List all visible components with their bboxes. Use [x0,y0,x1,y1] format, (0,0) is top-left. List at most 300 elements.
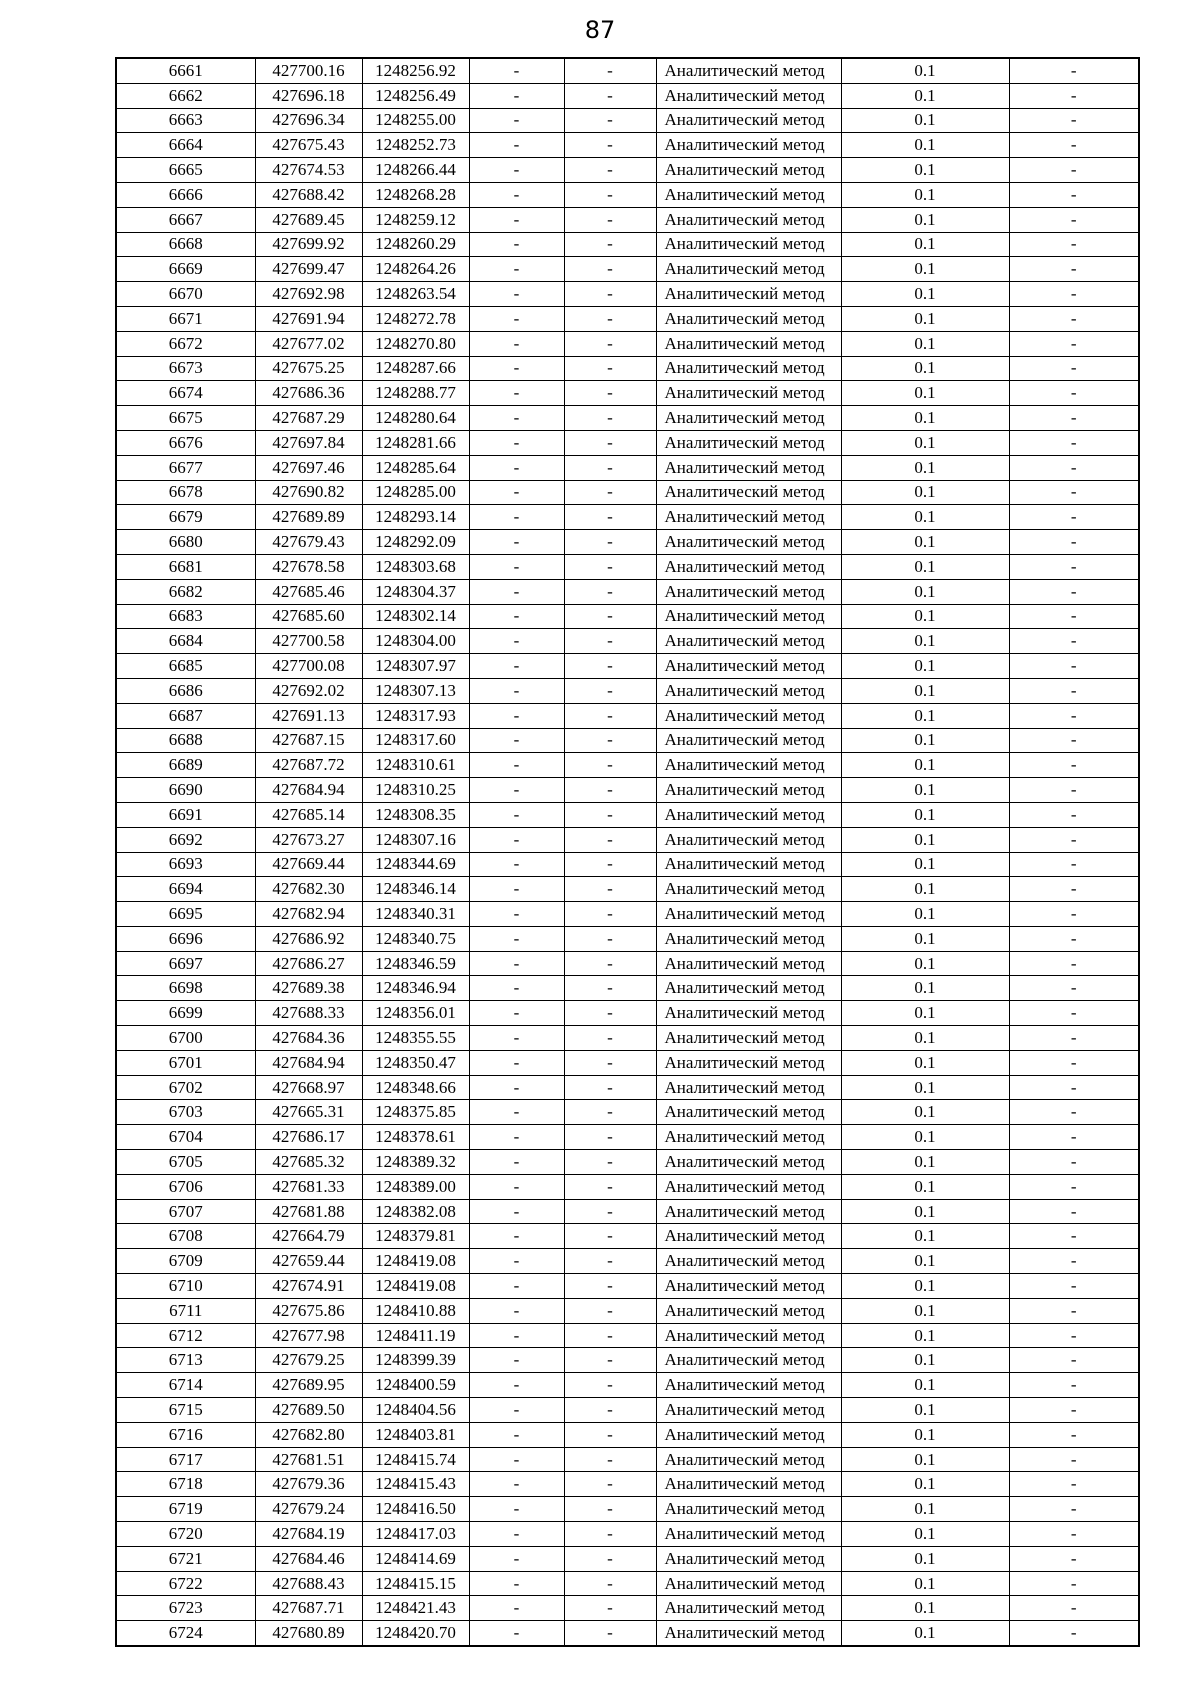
coordinates-table [115,57,1140,1647]
y-coordinate-cell: 1248292.09 [362,530,469,555]
accuracy-cell: 0.1 [841,1001,1009,1026]
y-coordinate-cell: 1248310.61 [362,753,469,778]
point-number-cell: 6679 [116,505,255,530]
method-cell: Аналитический метод [656,852,841,877]
col-4-cell: - [469,282,564,307]
col-4-cell: - [469,1249,564,1274]
col-8-cell: - [1009,753,1139,778]
method-cell: Аналитический метод [656,902,841,927]
x-coordinate-cell: 427688.42 [255,182,362,207]
table-row [116,604,1139,629]
y-coordinate-cell: 1248355.55 [362,1026,469,1051]
col-4-cell: - [469,1621,564,1646]
method-cell: Аналитический метод [656,1447,841,1472]
accuracy-cell: 0.1 [841,58,1009,83]
col-4-cell: - [469,902,564,927]
col-4-cell: - [469,232,564,257]
x-coordinate-cell: 427691.13 [255,703,362,728]
col-4-cell: - [469,480,564,505]
col-4-cell: - [469,951,564,976]
x-coordinate-cell: 427677.02 [255,331,362,356]
table-row [116,1497,1139,1522]
x-coordinate-cell: 427688.43 [255,1571,362,1596]
table-row [116,902,1139,927]
point-number-cell: 6702 [116,1075,255,1100]
col-4-cell: - [469,455,564,480]
x-coordinate-cell: 427692.98 [255,282,362,307]
accuracy-cell: 0.1 [841,1050,1009,1075]
col-4-cell: - [469,306,564,331]
point-number-cell: 6683 [116,604,255,629]
col-4-cell: - [469,381,564,406]
method-cell: Аналитический метод [656,1596,841,1621]
table-row [116,1199,1139,1224]
col-5-cell: - [564,1447,656,1472]
col-4-cell: - [469,703,564,728]
col-8-cell: - [1009,1125,1139,1150]
point-number-cell: 6707 [116,1199,255,1224]
col-5-cell: - [564,678,656,703]
col-4-cell: - [469,654,564,679]
col-4-cell: - [469,852,564,877]
point-number-cell: 6689 [116,753,255,778]
point-number-cell: 6691 [116,802,255,827]
method-cell: Аналитический метод [656,108,841,133]
method-cell: Аналитический метод [656,480,841,505]
method-cell: Аналитический метод [656,257,841,282]
x-coordinate-cell: 427685.46 [255,579,362,604]
col-4-cell: - [469,207,564,232]
col-8-cell: - [1009,1001,1139,1026]
table-row [116,207,1139,232]
col-5-cell: - [564,505,656,530]
point-number-cell: 6677 [116,455,255,480]
point-number-cell: 6699 [116,1001,255,1026]
x-coordinate-cell: 427659.44 [255,1249,362,1274]
point-number-cell: 6662 [116,83,255,108]
method-cell: Аналитический метод [656,703,841,728]
point-number-cell: 6693 [116,852,255,877]
y-coordinate-cell: 1248307.97 [362,654,469,679]
col-8-cell: - [1009,554,1139,579]
col-5-cell: - [564,331,656,356]
accuracy-cell: 0.1 [841,331,1009,356]
x-coordinate-cell: 427689.50 [255,1398,362,1423]
col-4-cell: - [469,83,564,108]
col-8-cell: - [1009,356,1139,381]
col-8-cell: - [1009,331,1139,356]
col-5-cell: - [564,406,656,431]
accuracy-cell: 0.1 [841,1026,1009,1051]
col-8-cell: - [1009,678,1139,703]
point-number-cell: 6709 [116,1249,255,1274]
point-number-cell: 6666 [116,182,255,207]
col-4-cell: - [469,1199,564,1224]
x-coordinate-cell: 427685.60 [255,604,362,629]
col-4-cell: - [469,1373,564,1398]
col-5-cell: - [564,108,656,133]
table-row [116,480,1139,505]
y-coordinate-cell: 1248410.88 [362,1298,469,1323]
point-number-cell: 6673 [116,356,255,381]
col-5-cell: - [564,1571,656,1596]
col-5-cell: - [564,207,656,232]
col-5-cell: - [564,182,656,207]
col-8-cell: - [1009,976,1139,1001]
method-cell: Аналитический метод [656,753,841,778]
point-number-cell: 6688 [116,728,255,753]
method-cell: Аналитический метод [656,505,841,530]
x-coordinate-cell: 427684.94 [255,778,362,803]
method-cell: Аналитический метод [656,406,841,431]
col-4-cell: - [469,1224,564,1249]
method-cell: Аналитический метод [656,282,841,307]
method-cell: Аналитический метод [656,877,841,902]
table-row [116,554,1139,579]
table-row [116,1001,1139,1026]
y-coordinate-cell: 1248415.43 [362,1472,469,1497]
y-coordinate-cell: 1248268.28 [362,182,469,207]
y-coordinate-cell: 1248308.35 [362,802,469,827]
col-8-cell: - [1009,877,1139,902]
col-8-cell: - [1009,282,1139,307]
table-row [116,728,1139,753]
col-8-cell: - [1009,926,1139,951]
method-cell: Аналитический метод [656,976,841,1001]
col-4-cell: - [469,108,564,133]
accuracy-cell: 0.1 [841,1472,1009,1497]
col-4-cell: - [469,778,564,803]
accuracy-cell: 0.1 [841,1249,1009,1274]
col-4-cell: - [469,257,564,282]
table-row [116,1050,1139,1075]
col-8-cell: - [1009,654,1139,679]
accuracy-cell: 0.1 [841,430,1009,455]
table-row [116,951,1139,976]
x-coordinate-cell: 427696.18 [255,83,362,108]
table-row [116,1026,1139,1051]
point-number-cell: 6712 [116,1323,255,1348]
accuracy-cell: 0.1 [841,406,1009,431]
table-row [116,331,1139,356]
x-coordinate-cell: 427686.27 [255,951,362,976]
table-body [116,58,1139,1646]
col-4-cell: - [469,1274,564,1299]
y-coordinate-cell: 1248304.00 [362,629,469,654]
point-number-cell: 6675 [116,406,255,431]
col-4-cell: - [469,182,564,207]
method-cell: Аналитический метод [656,455,841,480]
accuracy-cell: 0.1 [841,133,1009,158]
y-coordinate-cell: 1248263.54 [362,282,469,307]
col-4-cell: - [469,406,564,431]
col-4-cell: - [469,505,564,530]
col-8-cell: - [1009,1596,1139,1621]
method-cell: Аналитический метод [656,158,841,183]
y-coordinate-cell: 1248340.31 [362,902,469,927]
method-cell: Аналитический метод [656,554,841,579]
method-cell: Аналитический метод [656,530,841,555]
col-5-cell: - [564,902,656,927]
y-coordinate-cell: 1248303.68 [362,554,469,579]
point-number-cell: 6721 [116,1546,255,1571]
x-coordinate-cell: 427686.92 [255,926,362,951]
method-cell: Аналитический метод [656,1298,841,1323]
x-coordinate-cell: 427665.31 [255,1100,362,1125]
method-cell: Аналитический метод [656,207,841,232]
accuracy-cell: 0.1 [841,232,1009,257]
table-row [116,158,1139,183]
table-row [116,703,1139,728]
point-number-cell: 6684 [116,629,255,654]
accuracy-cell: 0.1 [841,1571,1009,1596]
x-coordinate-cell: 427687.71 [255,1596,362,1621]
y-coordinate-cell: 1248389.00 [362,1174,469,1199]
x-coordinate-cell: 427689.89 [255,505,362,530]
x-coordinate-cell: 427674.91 [255,1274,362,1299]
table-row [116,530,1139,555]
col-8-cell: - [1009,1249,1139,1274]
col-5-cell: - [564,554,656,579]
x-coordinate-cell: 427684.94 [255,1050,362,1075]
table-row [116,926,1139,951]
col-5-cell: - [564,1050,656,1075]
col-8-cell: - [1009,1075,1139,1100]
table-row [116,778,1139,803]
table-row [116,1249,1139,1274]
accuracy-cell: 0.1 [841,1298,1009,1323]
y-coordinate-cell: 1248379.81 [362,1224,469,1249]
x-coordinate-cell: 427690.82 [255,480,362,505]
col-4-cell: - [469,554,564,579]
col-4-cell: - [469,1596,564,1621]
y-coordinate-cell: 1248307.13 [362,678,469,703]
table-row [116,133,1139,158]
point-number-cell: 6663 [116,108,255,133]
point-number-cell: 6695 [116,902,255,927]
y-coordinate-cell: 1248280.64 [362,406,469,431]
point-number-cell: 6671 [116,306,255,331]
x-coordinate-cell: 427688.33 [255,1001,362,1026]
point-number-cell: 6665 [116,158,255,183]
table-row [116,1174,1139,1199]
table-row [116,282,1139,307]
accuracy-cell: 0.1 [841,778,1009,803]
point-number-cell: 6668 [116,232,255,257]
col-8-cell: - [1009,1274,1139,1299]
col-4-cell: - [469,1472,564,1497]
x-coordinate-cell: 427687.72 [255,753,362,778]
method-cell: Аналитический метод [656,926,841,951]
col-8-cell: - [1009,58,1139,83]
col-5-cell: - [564,1001,656,1026]
col-5-cell: - [564,827,656,852]
accuracy-cell: 0.1 [841,926,1009,951]
col-4-cell: - [469,1150,564,1175]
method-cell: Аналитический метод [656,1274,841,1299]
method-cell: Аналитический метод [656,356,841,381]
x-coordinate-cell: 427689.95 [255,1373,362,1398]
y-coordinate-cell: 1248403.81 [362,1422,469,1447]
accuracy-cell: 0.1 [841,753,1009,778]
accuracy-cell: 0.1 [841,108,1009,133]
x-coordinate-cell: 427669.44 [255,852,362,877]
col-8-cell: - [1009,455,1139,480]
col-5-cell: - [564,877,656,902]
accuracy-cell: 0.1 [841,728,1009,753]
method-cell: Аналитический метод [656,232,841,257]
point-number-cell: 6686 [116,678,255,703]
accuracy-cell: 0.1 [841,1100,1009,1125]
x-coordinate-cell: 427684.36 [255,1026,362,1051]
method-cell: Аналитический метод [656,381,841,406]
col-4-cell: - [469,158,564,183]
table-row [116,58,1139,83]
y-coordinate-cell: 1248255.00 [362,108,469,133]
col-4-cell: - [469,1522,564,1547]
col-8-cell: - [1009,728,1139,753]
x-coordinate-cell: 427681.88 [255,1199,362,1224]
col-4-cell: - [469,58,564,83]
table-row [116,232,1139,257]
col-5-cell: - [564,1522,656,1547]
point-number-cell: 6678 [116,480,255,505]
table-row [116,430,1139,455]
y-coordinate-cell: 1248266.44 [362,158,469,183]
table-row [116,1150,1139,1175]
table-row [116,1373,1139,1398]
accuracy-cell: 0.1 [841,505,1009,530]
col-4-cell: - [469,926,564,951]
table-row [116,1621,1139,1646]
col-8-cell: - [1009,158,1139,183]
y-coordinate-cell: 1248287.66 [362,356,469,381]
col-4-cell: - [469,331,564,356]
col-5-cell: - [564,1150,656,1175]
col-5-cell: - [564,1472,656,1497]
col-8-cell: - [1009,505,1139,530]
y-coordinate-cell: 1248346.14 [362,877,469,902]
col-8-cell: - [1009,629,1139,654]
method-cell: Аналитический метод [656,133,841,158]
x-coordinate-cell: 427682.30 [255,877,362,902]
y-coordinate-cell: 1248419.08 [362,1249,469,1274]
accuracy-cell: 0.1 [841,554,1009,579]
col-5-cell: - [564,976,656,1001]
col-4-cell: - [469,1001,564,1026]
col-5-cell: - [564,282,656,307]
x-coordinate-cell: 427674.53 [255,158,362,183]
method-cell: Аналитический метод [656,58,841,83]
method-cell: Аналитический метод [656,1001,841,1026]
x-coordinate-cell: 427681.33 [255,1174,362,1199]
col-8-cell: - [1009,1174,1139,1199]
col-5-cell: - [564,158,656,183]
point-number-cell: 6670 [116,282,255,307]
table-row [116,1571,1139,1596]
col-8-cell: - [1009,1571,1139,1596]
col-8-cell: - [1009,182,1139,207]
col-4-cell: - [469,1125,564,1150]
y-coordinate-cell: 1248281.66 [362,430,469,455]
x-coordinate-cell: 427680.89 [255,1621,362,1646]
col-8-cell: - [1009,604,1139,629]
method-cell: Аналитический метод [656,1323,841,1348]
x-coordinate-cell: 427679.25 [255,1348,362,1373]
col-8-cell: - [1009,1026,1139,1051]
col-5-cell: - [564,778,656,803]
y-coordinate-cell: 1248350.47 [362,1050,469,1075]
method-cell: Аналитический метод [656,306,841,331]
method-cell: Аналитический метод [656,182,841,207]
col-8-cell: - [1009,1522,1139,1547]
col-5-cell: - [564,1100,656,1125]
accuracy-cell: 0.1 [841,1422,1009,1447]
y-coordinate-cell: 1248260.29 [362,232,469,257]
col-5-cell: - [564,381,656,406]
x-coordinate-cell: 427686.17 [255,1125,362,1150]
method-cell: Аналитический метод [656,430,841,455]
col-5-cell: - [564,753,656,778]
y-coordinate-cell: 1248356.01 [362,1001,469,1026]
col-5-cell: - [564,1125,656,1150]
accuracy-cell: 0.1 [841,678,1009,703]
accuracy-cell: 0.1 [841,852,1009,877]
col-4-cell: - [469,802,564,827]
col-8-cell: - [1009,480,1139,505]
point-number-cell: 6701 [116,1050,255,1075]
x-coordinate-cell: 427682.94 [255,902,362,927]
point-number-cell: 6690 [116,778,255,803]
accuracy-cell: 0.1 [841,802,1009,827]
accuracy-cell: 0.1 [841,1546,1009,1571]
x-coordinate-cell: 427679.36 [255,1472,362,1497]
table-row [116,753,1139,778]
col-8-cell: - [1009,1447,1139,1472]
x-coordinate-cell: 427681.51 [255,1447,362,1472]
y-coordinate-cell: 1248389.32 [362,1150,469,1175]
y-coordinate-cell: 1248375.85 [362,1100,469,1125]
col-4-cell: - [469,976,564,1001]
accuracy-cell: 0.1 [841,83,1009,108]
col-8-cell: - [1009,1422,1139,1447]
y-coordinate-cell: 1248378.61 [362,1125,469,1150]
table-row [116,1546,1139,1571]
col-4-cell: - [469,1100,564,1125]
table-row [116,1323,1139,1348]
accuracy-cell: 0.1 [841,1447,1009,1472]
col-8-cell: - [1009,530,1139,555]
accuracy-cell: 0.1 [841,207,1009,232]
x-coordinate-cell: 427700.16 [255,58,362,83]
accuracy-cell: 0.1 [841,579,1009,604]
y-coordinate-cell: 1248421.43 [362,1596,469,1621]
col-5-cell: - [564,604,656,629]
y-coordinate-cell: 1248259.12 [362,207,469,232]
table-row [116,381,1139,406]
method-cell: Аналитический метод [656,629,841,654]
col-5-cell: - [564,1546,656,1571]
col-8-cell: - [1009,1100,1139,1125]
accuracy-cell: 0.1 [841,1398,1009,1423]
col-8-cell: - [1009,951,1139,976]
table-row [116,654,1139,679]
col-5-cell: - [564,1596,656,1621]
point-number-cell: 6667 [116,207,255,232]
col-4-cell: - [469,579,564,604]
accuracy-cell: 0.1 [841,629,1009,654]
accuracy-cell: 0.1 [841,1125,1009,1150]
